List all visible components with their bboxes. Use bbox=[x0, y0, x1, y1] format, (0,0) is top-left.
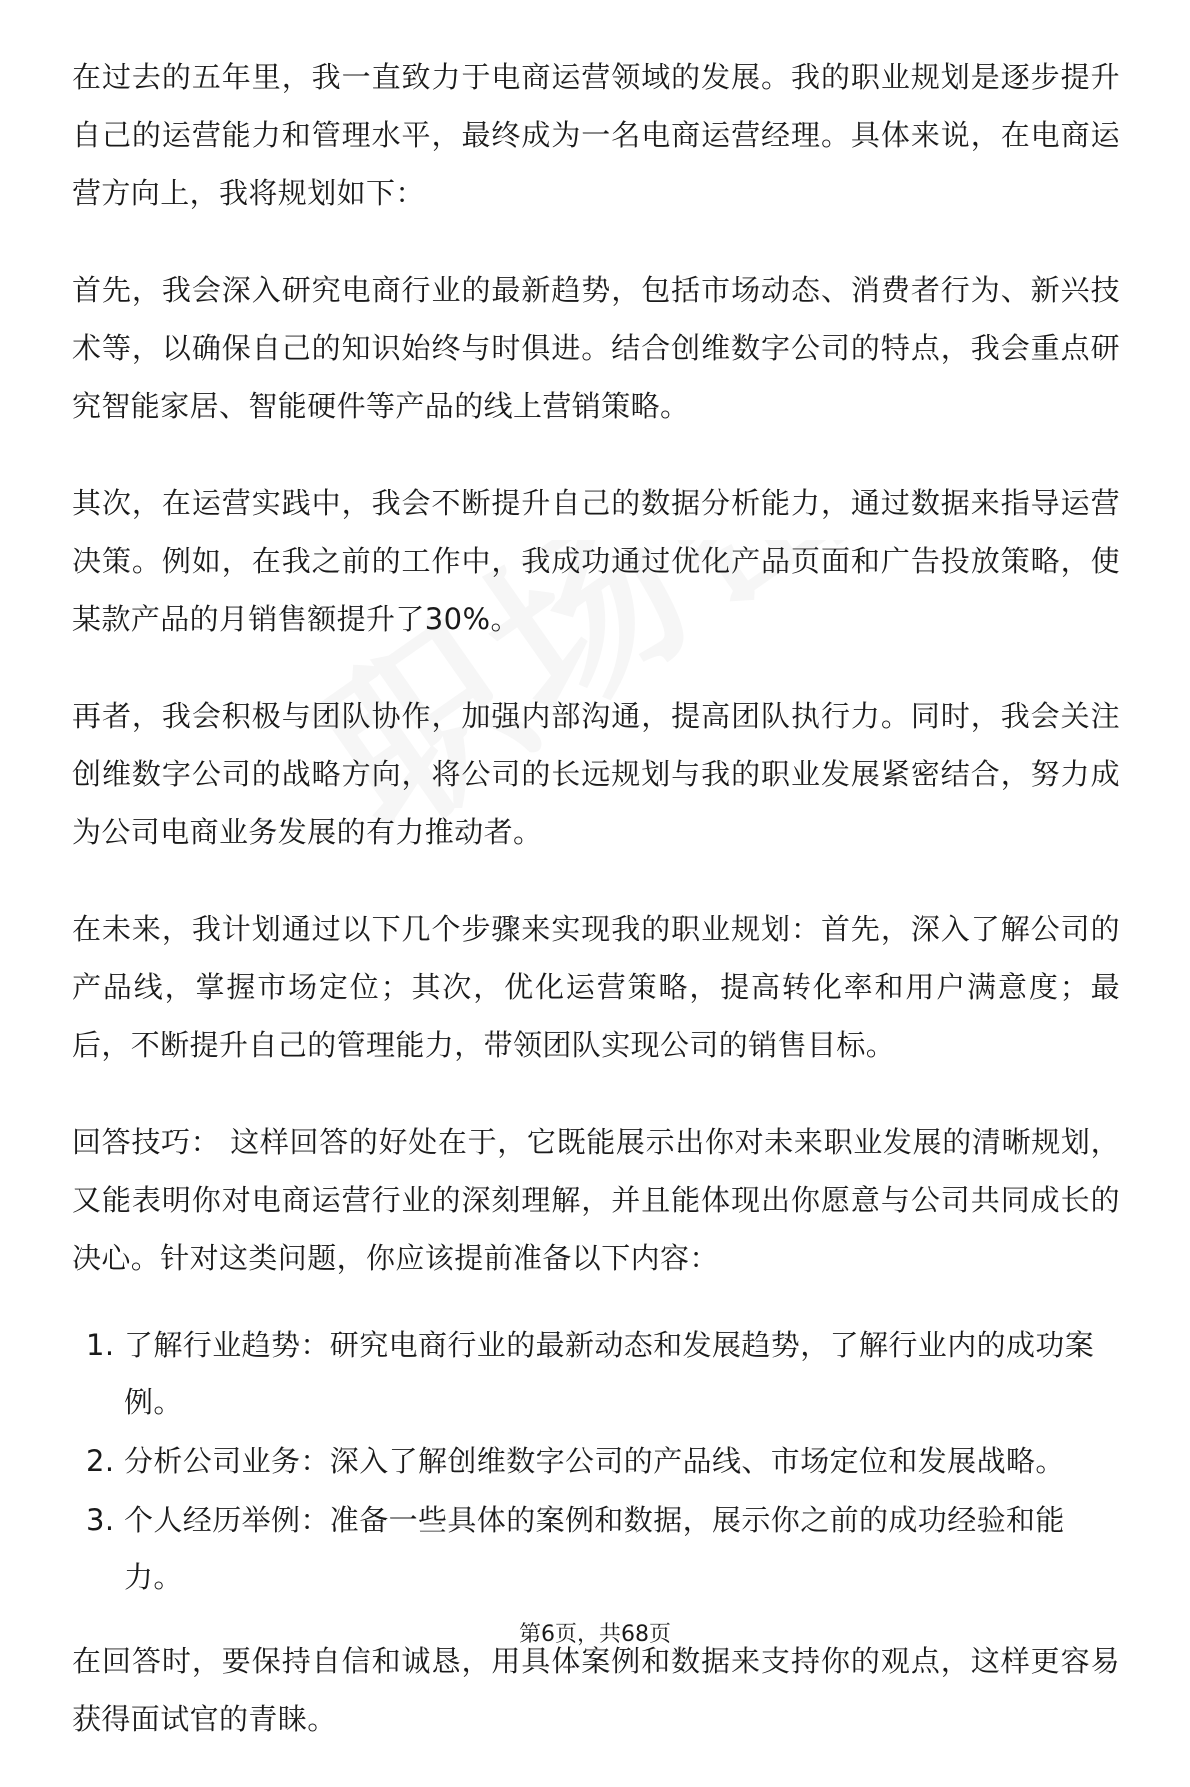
paragraph-third: 再者，我会积极与团队协作，加强内部沟通，提高团队执行力。同时，我会关注创维数字公司的战略方向，将公司的长远规划与我的职业发展紧密结合，努力成为公司电商业务发展的有力推动者。 bbox=[72, 699, 1120, 849]
list-number: 1. bbox=[86, 1328, 115, 1362]
list-number: 2. bbox=[86, 1444, 115, 1478]
list-item-text: 分析公司业务：深入了解创维数字公司的产品线、市场定位和发展战略。 bbox=[124, 1444, 1065, 1478]
paragraph-closing: 在回答时，要保持自信和诚恳，用具体案例和数据来支持你的观点，这样更容易获得面试官的青睐。 bbox=[72, 1644, 1120, 1736]
paragraph-tips: 回答技巧： 这样回答的好处在于，它既能展示出你对未来职业发展的清晰规划，又能表明你对电商运营行业的深刻理解，并且能体现出你愿意与公司共同成长的决心。针对这类问题，你应该提前准备以下内容： bbox=[72, 1125, 1120, 1275]
page-number-footer: 第6页，共68页 bbox=[519, 1622, 671, 1647]
list-number: 3. bbox=[86, 1503, 115, 1537]
paragraph-future: 在未来，我计划通过以下几个步骤来实现我的职业规划：首先，深入了解公司的产品线，掌握市场定位；其次，优化运营策略，提高转化率和用户满意度；最后，不断提升自己的管理能力，带领团队实现公司的销售目标。 bbox=[72, 912, 1120, 1062]
list-item-text: 了解行业趋势：研究电商行业的最新动态和发展趋势，了解行业内的成功案例。 bbox=[124, 1328, 1095, 1419]
paragraph-first: 首先，我会深入研究电商行业的最新趋势，包括市场动态、消费者行为、新兴技术等，以确保自己的知识始终与时俱进。结合创维数字公司的特点，我会重点研究智能家居、智能硬件等产品的线上营销策略。 bbox=[72, 273, 1120, 423]
document-body bbox=[72, 48, 1120, 1787]
preparation-list bbox=[72, 1317, 1120, 1606]
list-item bbox=[72, 1317, 1120, 1431]
list-item bbox=[72, 1433, 1120, 1490]
paragraph-career-plan: 在过去的五年里，我一直致力于电商运营领域的发展。我的职业规划是逐步提升自己的运营能力和管理水平，最终成为一名电商运营经理。具体来说，在电商运营方向上，我将规划如下： bbox=[72, 60, 1120, 210]
paragraph-second: 其次，在运营实践中，我会不断提升自己的数据分析能力，通过数据来指导运营决策。例如，在我之前的工作中，我成功通过优化产品页面和广告投放策略，使某款产品的月销售额提升了30%。 bbox=[72, 486, 1120, 636]
list-item-text: 个人经历举例：准备一些具体的案例和数据，展示你之前的成功经验和能力。 bbox=[124, 1503, 1065, 1594]
list-item bbox=[72, 1492, 1120, 1606]
